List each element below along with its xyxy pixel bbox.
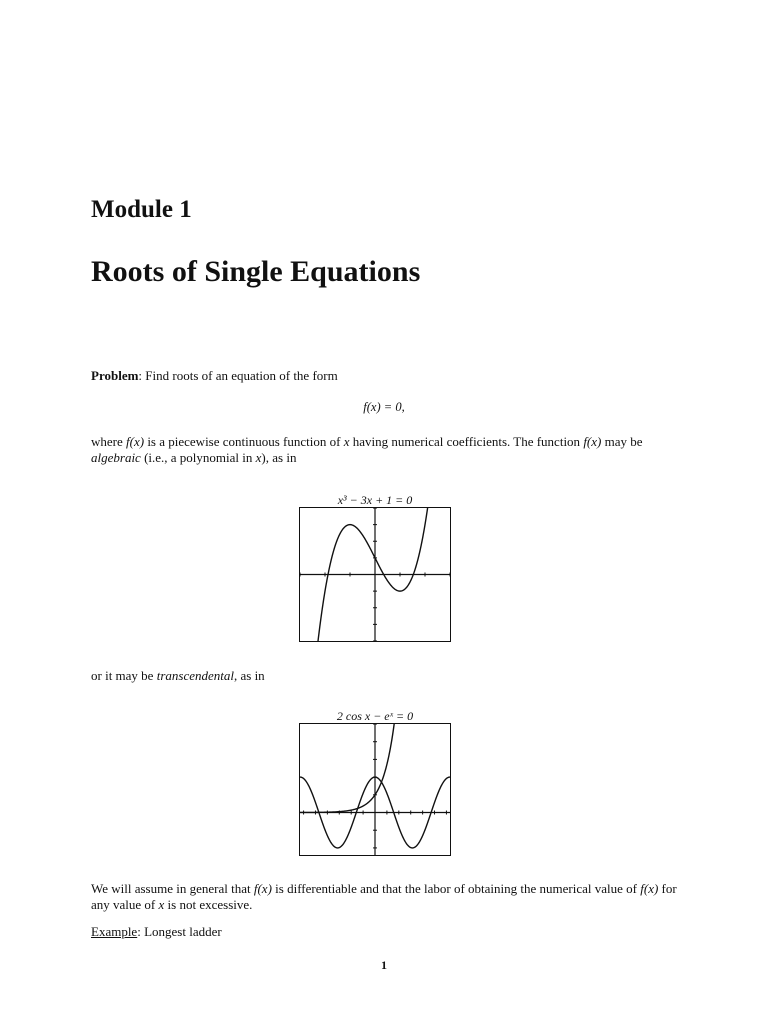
equation-main: f(x) = 0, [363,400,405,414]
assumption-paragraph [91,881,677,913]
example-label: Example [91,924,138,939]
math-x: x [158,897,165,912]
text-run: for any value of [91,881,677,912]
description-paragraph [91,434,677,466]
text-run: having numerical coefficients. The function [349,434,584,449]
page-number: 1 [381,958,387,972]
figure1-caption: x³ − 3x + 1 = 0 [337,493,413,507]
math-x: x [343,434,350,449]
text-run: We will assume in general that [91,881,254,896]
text-run: is a piecewise continuous function of [144,434,344,449]
math-fx: f(x) [126,434,145,449]
figure1-graph [299,507,451,642]
figure2-plot [300,724,450,855]
problem-text: : Find roots of an equation of the form [138,368,338,383]
text-run: may be [601,434,643,449]
problem-label: Problem [91,368,139,383]
transcendental-paragraph [91,668,677,684]
text-run: , as in [233,668,265,683]
figure2-graph [299,723,451,856]
example-text: : Longest ladder [137,924,222,939]
term-algebraic: algebraic [91,450,141,465]
text-run: ), as in [261,450,297,465]
text-run: where [91,434,127,449]
math-fx: f(x) [640,881,659,896]
example-line [91,924,677,940]
text-run: is differentiable and that the labor of obtaining the numerical value of [271,881,641,896]
module-heading: Module 1 [91,196,192,223]
figure2-caption: 2 cos x − eˣ = 0 [336,709,414,723]
chapter-title: Roots of Single Equations [91,255,421,288]
math-fx: f(x) [253,881,272,896]
term-transcendental: transcendental [156,668,234,683]
text-run: (i.e., a polynomial in [140,450,256,465]
problem-paragraph [91,368,677,384]
math-fx: f(x) [583,434,602,449]
text-run: or it may be [91,668,157,683]
figure1-plot [300,508,450,641]
math-x: x [255,450,262,465]
text-run: is not excessive. [164,897,253,912]
